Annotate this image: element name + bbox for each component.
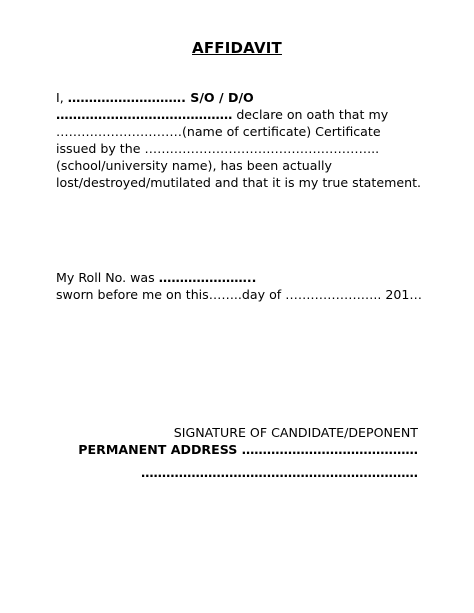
line1-prefix: I, [56,90,68,105]
body-line-5: (school/university name), has been actually [56,158,332,173]
roll-number-blank: ………………….. [158,270,257,285]
signature-label: SIGNATURE OF CANDIDATE/DEPONENT [173,425,418,440]
body-line-6: lost/destroyed/mutilated and that it is my true statement. [56,175,422,190]
body-line-1 [56,90,254,106]
name-blank: ………………………. [67,90,186,105]
roll-number-label: My Roll No. was [56,270,159,285]
relation-label: S/O / D/O [185,90,254,105]
roll-number-line [56,270,256,286]
page-title: AFFIDAVIT [192,39,282,57]
permanent-address-blank: …………………………………… [241,442,418,457]
declare-text: declare on oath that my [232,107,389,122]
permanent-address-line [78,442,418,458]
permanent-address-line-2: ………………………………………………………… [140,465,418,480]
permanent-address-label: PERMANENT ADDRESS [78,442,242,457]
parent-name-blank: …………………………………… [56,107,233,122]
sworn-line: sworn before me on this……..day of ………………….. 201… [56,287,423,302]
body-line-3: …………………………(name of certificate) Certificate [56,124,381,139]
body-line-4: issued by the ……………………………………………….. [56,141,380,156]
body-line-2 [56,107,388,123]
